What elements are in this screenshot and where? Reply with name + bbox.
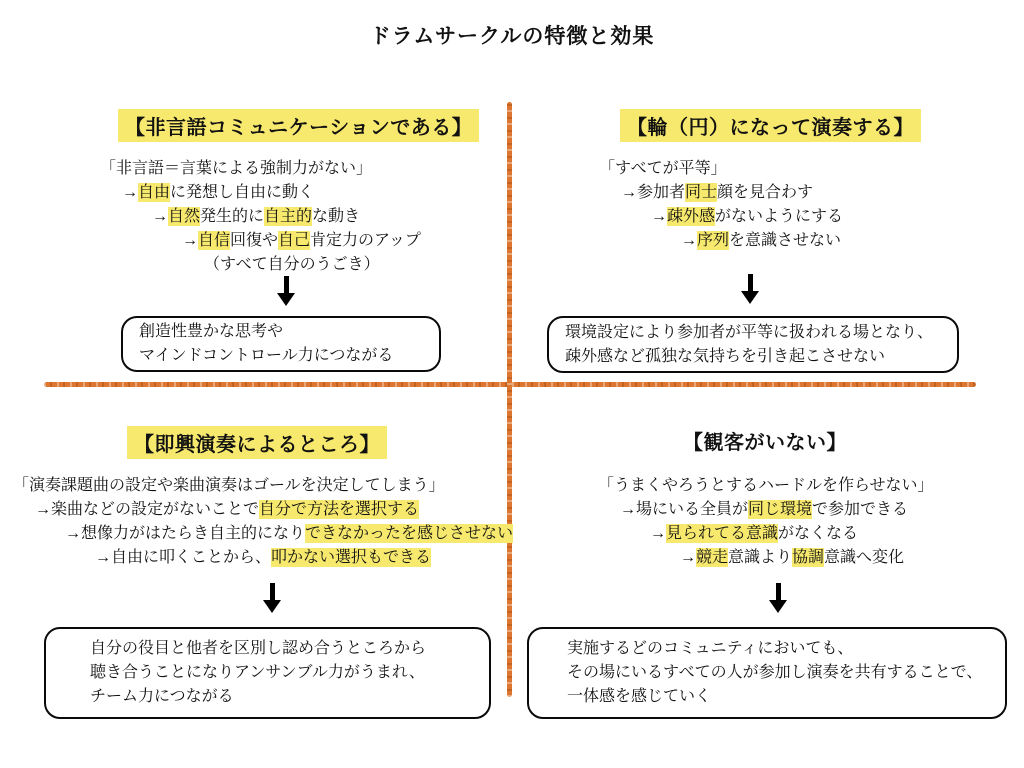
- result-line: 聴き合うことになりアンサンブル力がうまれ、: [90, 664, 425, 681]
- body-line: →自信回復や自己肯定力のアップ: [182, 232, 421, 249]
- body-line: →自然発生的に自主的な動き: [152, 208, 361, 225]
- body-line: →自由に発想し自由に動く: [122, 184, 315, 201]
- result-line: マインドコントロール力につながる: [139, 347, 394, 364]
- result-box-improvisation: [44, 627, 491, 719]
- result-line: 環境設定により参加者が平等に扱われる場となり、: [565, 323, 934, 341]
- result-box-circle: [547, 316, 959, 373]
- body-line: →想像力がはたらき自主的になりできなかったを感じさせない: [65, 525, 514, 542]
- quadrant-body-no-audience: [598, 474, 934, 570]
- result-line: 自分の役目と他者を区別し認め合うところから: [90, 640, 427, 657]
- body-line: →場にいる全員が同じ環境で参加できる: [620, 501, 909, 518]
- down-arrow-icon: [262, 583, 282, 613]
- body-line: →自由に叩くことから、叩かない選択もできる: [95, 549, 432, 566]
- body-line: 「すべてが平等」: [599, 160, 727, 177]
- vertical-divider-line: [507, 102, 512, 697]
- quadrant-heading-circle: 【輪（円）になって演奏する】: [620, 109, 921, 142]
- body-line: →疎外感がないようにする: [651, 208, 844, 225]
- quadrant-body-improvisation: [13, 474, 513, 570]
- quadrant-body-nonverbal: [100, 157, 421, 277]
- down-arrow-icon: [740, 274, 760, 304]
- quadrant-body-circle: [599, 157, 843, 253]
- down-arrow-icon: [768, 583, 788, 613]
- result-box-no-audience: [527, 627, 1007, 719]
- body-line: 「演奏課題曲の設定や楽曲演奏はゴールを決定してしまう」: [13, 477, 445, 494]
- quadrant-heading-nonverbal: 【非言語コミュニケーションである】: [118, 109, 479, 142]
- body-line: 「うまくやろうとするハードルを作らせない」: [598, 477, 934, 494]
- body-line: →競走意識より協調意識へ変化: [680, 549, 905, 566]
- result-line: チーム力につながる: [90, 688, 234, 705]
- result-line: 実施するどのコミュニティにおいても、: [567, 640, 854, 657]
- body-line: （すべて自分のうごき）: [204, 256, 380, 273]
- page-title: ドラムサークルの特徴と効果: [369, 25, 655, 48]
- body-line: 「非言語＝言葉による強制力がない」: [100, 160, 373, 177]
- body-line: →見られてる意識がなくなる: [650, 525, 859, 542]
- result-line: 疎外感など孤独な気持ちを引き起こさせない: [565, 347, 886, 365]
- down-arrow-icon: [276, 276, 296, 306]
- result-box-nonverbal: [121, 316, 441, 372]
- quadrant-heading-improvisation: 【即興演奏によるところ】: [127, 426, 387, 459]
- body-line: →序列を意識させない: [681, 232, 842, 249]
- quadrant-heading-no-audience: 【観客がいない】: [683, 432, 847, 454]
- body-line: →楽曲などの設定がないことで自分で方法を選択する: [35, 501, 420, 518]
- result-line: その場にいるすべての人が参加し演奏を共有することで、: [567, 664, 983, 681]
- result-line: 一体感を感じていく: [567, 688, 712, 705]
- result-line: 創造性豊かな思考や: [139, 323, 284, 340]
- body-line: →参加者同士顔を見合わす: [621, 184, 814, 201]
